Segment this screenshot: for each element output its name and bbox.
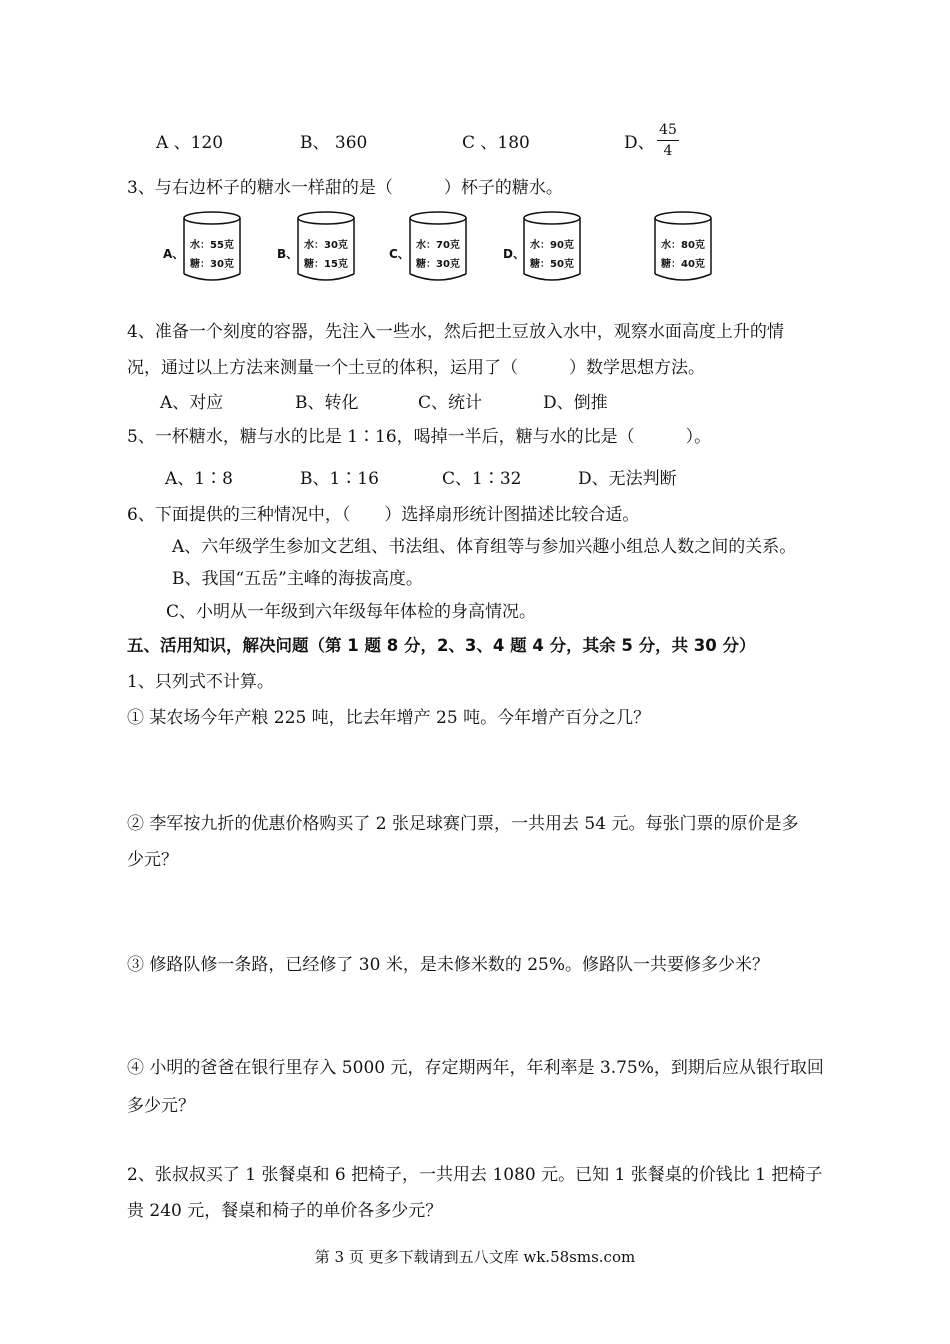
section5-title: 五、活用知识，解决问题（第 1 题 8 分，2、3、4 题 4 分，其余 5 分，共 30 分） [127, 636, 756, 655]
q4-option-d: D、倒推 [543, 393, 608, 413]
q4-question-line2: 况，通过以上方法来测量一个土豆的体积，运用了（ ）数学思想方法。 [127, 358, 705, 378]
cup-reference-water: 水：80克 [661, 240, 705, 251]
problem-3: ③ 修路队修一条路，已经修了 30 米，是未修米数的 25%。修路队一共要修多少米？ [127, 955, 770, 975]
q6-option-b: B、我国“五岳”主峰的海拔高度。 [172, 569, 423, 589]
cup-c-water: 水：70克 [416, 240, 460, 251]
q2-option-d-prefix: D、 [624, 133, 655, 153]
question-2-line2: 贵 240 元，餐桌和椅子的单价各多少元？ [127, 1201, 443, 1221]
q2-option-b: B、 360 [300, 133, 368, 153]
cup-a-label: A、 [163, 247, 185, 261]
cup-d-label: D、 [503, 247, 525, 261]
q5-option-d: D、无法判断 [578, 469, 677, 489]
problem-2-line1: ② 李军按九折的优惠价格购买了 2 张足球赛门票，一共用去 54 元。每张门票的原价是多 [127, 814, 799, 834]
fraction-bar [657, 140, 679, 141]
cup-b-label: B、 [277, 247, 299, 261]
q2-option-d-fraction [657, 122, 679, 159]
q3-question: 3、与右边杯子的糖水一样甜的是（ ）杯子的糖水。 [127, 178, 563, 198]
cup-b-sugar: 糖：15克 [304, 259, 348, 270]
cup-d-water: 水：90克 [530, 240, 574, 251]
q5-option-b: B、1∶16 [300, 469, 379, 489]
fraction-denominator: 4 [663, 143, 673, 159]
q4-option-c: C、统计 [418, 393, 483, 413]
problem-2-line2: 少元？ [127, 850, 178, 870]
q6-option-a: A、六年级学生参加文艺组、书法组、体育组等与参加兴趣小组总人数之间的关系。 [172, 537, 797, 557]
problem-1: ① 某农场今年产粮 225 吨，比去年增产 25 吨。今年增产百分之几？ [127, 708, 651, 728]
q5-option-a: A、1∶8 [165, 469, 233, 489]
cup-reference-sugar: 糖：40克 [661, 259, 705, 270]
section5-sub1: 1、只列式不计算。 [127, 672, 274, 692]
q4-option-a: A、对应 [160, 393, 224, 413]
q2-option-a: A 、120 [156, 133, 224, 153]
q6-question: 6、下面提供的三种情况中，（ ）选择扇形统计图描述比较合适。 [127, 505, 640, 525]
problem-4-line2: 多少元？ [127, 1096, 195, 1116]
fraction-numerator: 45 [659, 122, 677, 138]
cup-a-sugar: 糖：30克 [190, 259, 234, 270]
page-footer: 第 3 页 更多下载请到五八文库 wk.58sms.com [314, 1248, 636, 1266]
cup-d-sugar: 糖：50克 [530, 259, 574, 270]
q6-option-c: C、小明从一年级到六年级每年体检的身高情况。 [166, 602, 537, 622]
q2-option-c: C 、180 [462, 133, 530, 153]
q5-question: 5、一杯糖水，糖与水的比是 1∶16，喝掉一半后，糖与水的比是（ ）。 [127, 427, 712, 447]
q5-option-c: C、1∶32 [442, 469, 522, 489]
cup-a-water: 水：55克 [190, 240, 234, 251]
question-2-line1: 2、张叔叔买了 1 张餐桌和 6 把椅子，一共用去 1080 元。已知 1 张餐桌的价钱比 1 把椅子 [127, 1165, 823, 1185]
cup-c-sugar: 糖：30克 [416, 259, 460, 270]
q4-question-line1: 4、准备一个刻度的容器，先注入一些水，然后把土豆放入水中，观察水面高度上升的情 [127, 322, 784, 342]
cup-c-label: C、 [389, 247, 410, 261]
problem-4-line1: ④ 小明的爸爸在银行里存入 5000 元，存定期两年，年利率是 3.75%，到期后应从银行取回 [127, 1058, 824, 1078]
q4-option-b: B、转化 [295, 393, 359, 413]
cup-b-water: 水：30克 [304, 240, 348, 251]
